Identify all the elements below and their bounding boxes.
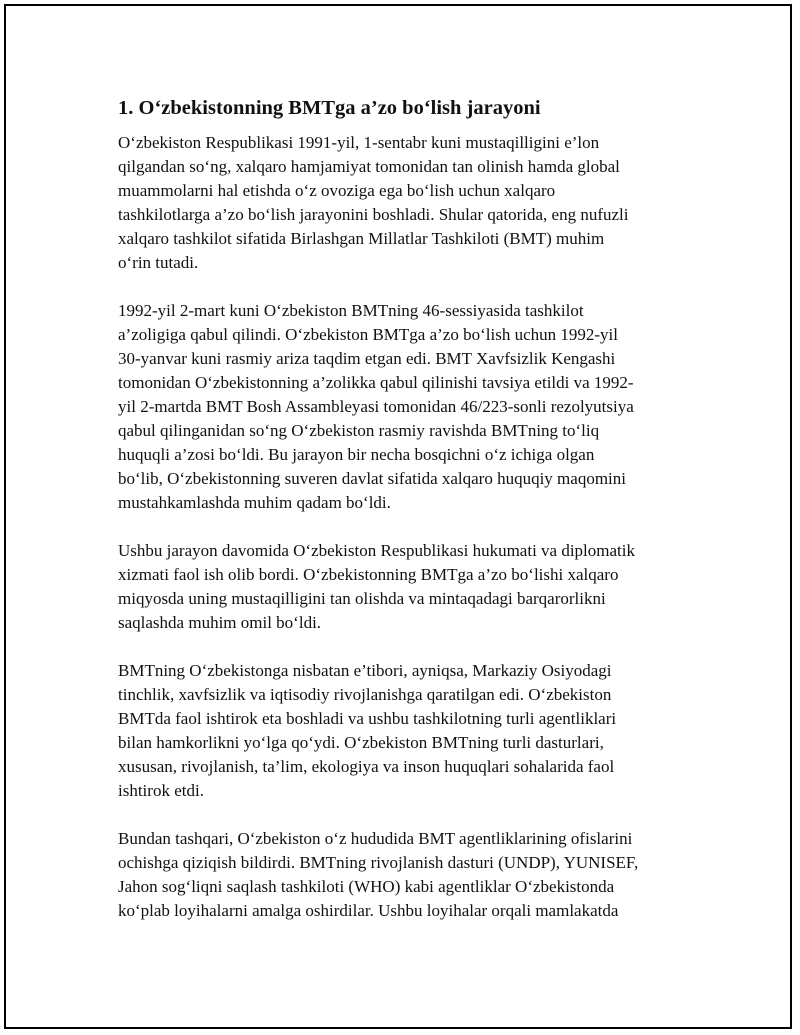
text-line: BMTda faol ishtirok eta boshladi va ushbu tashkilotning turli agentliklari (118, 709, 617, 728)
text-line: yil 2-martda BMT Bosh Assambleyasi tomonidan 46/223-sonli rezolyutsiya (118, 397, 634, 416)
paragraph (118, 539, 718, 635)
text-line: ochishga qiziqish bildirdi. BMTning rivojlanish dasturi (UNDP), YUNISEF, (118, 853, 639, 872)
text-line: O‘zbekiston Respublikasi 1991-yil, 1-sentabr kuni mustaqilligini e’lon (118, 133, 600, 152)
text-line: tinchlik, xavfsizlik va iqtisodiy rivojlanishga qaratilgan edi. O‘zbekiston (118, 685, 612, 704)
text-line: a’zoligiga qabul qilindi. O‘zbekiston BMTga a’zo bo‘lish uchun 1992-yil (118, 325, 618, 344)
paragraph (118, 299, 718, 515)
text-line: Jahon sog‘liqni saqlash tashkiloti (WHO) kabi agentliklar O‘zbekistonda (118, 877, 615, 896)
section-title: 1. O‘zbekistonning BMTga a’zo bo‘lish jarayoni (118, 97, 541, 119)
text-line: xususan, rivojlanish, ta’lim, ekologiya va inson huquqlari sohalarida faol (118, 757, 615, 776)
text-line: ko‘plab loyihalarni amalga oshirdilar. Ushbu loyihalar orqali mamlakatda (118, 901, 619, 920)
text-line: Bundan tashqari, O‘zbekiston o‘z hududida BMT agentliklarining ofislarini (118, 829, 633, 848)
text-line: qabul qilinganidan so‘ng O‘zbekiston rasmiy ravishda BMTning to‘liq (118, 421, 600, 440)
paragraph (118, 659, 718, 803)
text-line: mustahkamlashda muhim qadam bo‘ldi. (118, 493, 391, 512)
text-line: muammolarni hal etishda o‘z ovoziga ega bo‘lish uchun xalqaro (118, 181, 556, 200)
document-body (118, 95, 718, 947)
paragraph (118, 827, 718, 923)
text-line: miqyosda uning mustaqilligini tan olishda va mintaqadagi barqarorlikni (118, 589, 606, 608)
text-line: ishtirok etdi. (118, 781, 204, 800)
text-line: bilan hamkorlikni yo‘lga qo‘ydi. O‘zbekiston BMTning turli dasturlari, (118, 733, 604, 752)
paragraph (118, 131, 718, 275)
text-line: xizmati faol ish olib bordi. O‘zbekistonning BMTga a’zo bo‘lishi xalqaro (118, 565, 619, 584)
text-line: Ushbu jarayon davomida O‘zbekiston Respublikasi hukumati va diplomatik (118, 541, 635, 560)
text-line: tashkilotlarga a’zo bo‘lish jarayonini boshladi. Shular qatorida, eng nufuzli (118, 205, 629, 224)
text-line: 1992-yil 2-mart kuni O‘zbekiston BMTning 46-sessiyasida tashkilot (118, 301, 584, 320)
text-line: tomonidan O‘zbekistonning a’zolikka qabul qilinishi tavsiya etildi va 1992- (118, 373, 634, 392)
text-line: qilgandan so‘ng, xalqaro hamjamiyat tomonidan tan olinish hamda global (118, 157, 620, 176)
paragraph-list (118, 131, 718, 923)
text-line: saqlashda muhim omil bo‘ldi. (118, 613, 322, 632)
text-line: BMTning O‘zbekistonga nisbatan e’tibori, ayniqsa, Markaziy Osiyodagi (118, 661, 612, 680)
text-line: huquqli a’zosi bo‘ldi. Bu jarayon bir necha bosqichni o‘z ichiga olgan (118, 445, 595, 464)
text-line: bo‘lib, O‘zbekistonning suveren davlat sifatida xalqaro huquqiy maqomini (118, 469, 626, 488)
text-line: xalqaro tashkilot sifatida Birlashgan Millatlar Tashkiloti (BMT) muhim (118, 229, 605, 248)
text-line: o‘rin tutadi. (118, 253, 199, 272)
text-line: 30-yanvar kuni rasmiy ariza taqdim etgan edi. BMT Xavfsizlik Kengashi (118, 349, 616, 368)
